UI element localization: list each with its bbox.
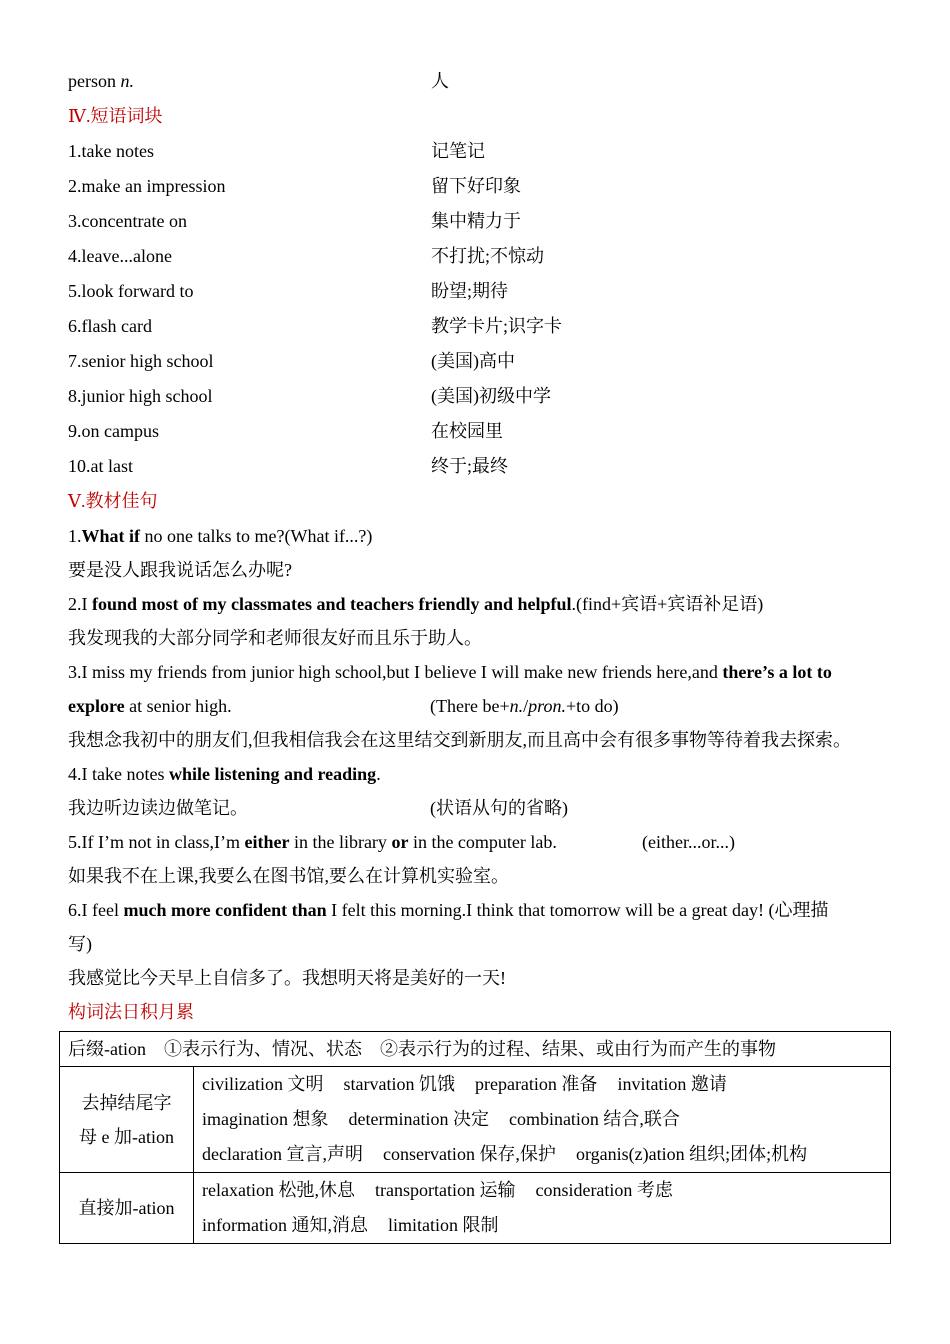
phrase-cn: 记笔记 [431, 141, 485, 161]
sentence-1: 1.What if no one talks to me?(What if...?) [68, 526, 373, 546]
phrase-row [68, 239, 898, 274]
phrase-row [68, 204, 898, 239]
word-entry: limitation 限制 [387, 1215, 499, 1235]
word-entry: combination 结合,联合 [508, 1109, 680, 1129]
word-line [202, 1137, 882, 1172]
sentence-4-note: (状语从句的省略) [430, 798, 568, 818]
sentence-6: 6.I feel much more confident than I felt this morning.I think that tomorrow will be a great day! (心理描 [68, 900, 829, 920]
phrase-en: 1.take notes [68, 141, 154, 161]
phrase-cn: 不打扰;不惊动 [431, 246, 545, 266]
phrase-cn: 集中精力于 [431, 211, 521, 231]
phrase-en: 3.concentrate on [68, 211, 187, 231]
phrase-row [68, 309, 898, 344]
phrase-en: 6.flash card [68, 316, 152, 336]
phrase-row [68, 344, 898, 379]
vocab-en: person n. [68, 71, 134, 91]
word-entry: preparation 准备 [474, 1074, 598, 1094]
phrase-cn: 在校园里 [431, 421, 503, 441]
word-entry: relaxation 松弛,休息 [202, 1180, 355, 1200]
ation-suffix-table [59, 1031, 891, 1244]
word-entry: transportation 运输 [374, 1180, 516, 1200]
table-header-row [60, 1032, 891, 1067]
category-cell: 去掉结尾字 母 e 加-ation [60, 1067, 194, 1173]
phrase-en: 7.senior high school [68, 351, 214, 371]
phrase-row [68, 134, 898, 169]
phrase-cn: 留下好印象 [431, 176, 521, 196]
sentence-6-translation: 我感觉比今天早上自信多了。我想明天将是美好的一天! [68, 968, 506, 988]
sentence-3-note: (There be+n./pron.+to do) [430, 696, 619, 716]
sentence-6-cont: 写) [68, 934, 92, 954]
word-entry: imagination 想象 [202, 1109, 329, 1129]
word-entry: starvation 饥饿 [343, 1074, 455, 1094]
sentence-4-translation: 我边听边读边做笔记。 (状语从句的省略) [68, 791, 898, 825]
word-entry: consideration 考虑 [535, 1180, 673, 1200]
word-entry: conservation 保存,保护 [382, 1144, 556, 1164]
phrase-en: 2.make an impression [68, 176, 226, 196]
word-entry: invitation 邀请 [617, 1074, 727, 1094]
words-cell [194, 1173, 891, 1244]
sentence-2: 2.I found most of my classmates and teachers friendly and helpful.(find+宾语+宾语补足语) [68, 594, 764, 614]
phrase-row [68, 379, 898, 414]
word-entry: determination 决定 [348, 1109, 489, 1129]
section-5-heading: Ⅴ.教材佳句 [68, 491, 158, 511]
word-line [202, 1102, 882, 1137]
table-row [60, 1067, 891, 1173]
word-formation-heading: 构词法日积月累 [68, 1002, 194, 1022]
phrase-row [68, 169, 898, 204]
word-entry: information 通知,消息 [202, 1215, 368, 1235]
sentence-5-note: (either...or...) [642, 832, 735, 852]
vocab-cn: 人 [431, 71, 449, 91]
word-line [202, 1208, 882, 1243]
sentence-1-translation: 要是没人跟我说话怎么办呢? [68, 560, 292, 580]
phrase-cn: 教学卡片;识字卡 [431, 316, 563, 336]
word-entry: organis(z)ation 组织;团体;机构 [575, 1144, 808, 1164]
word-line [202, 1173, 882, 1208]
phrase-cn: 终于;最终 [431, 456, 509, 476]
table-row [60, 1173, 891, 1244]
sentence-3-translation: 我想念我初中的朋友们,但我相信我会在这里结交到新朋友,而且高中会有很多事物等待着我去探索。 [68, 730, 851, 750]
section-4-heading: Ⅳ.短语词块 [68, 106, 163, 126]
phrase-cn: 盼望;期待 [431, 281, 509, 301]
document-page [68, 64, 898, 1030]
phrase-en: 8.junior high school [68, 386, 213, 406]
word-entry: declaration 宣言,声明 [202, 1144, 363, 1164]
sentence-3: 3.I miss my friends from junior high school,but I believe I will make new friends here,and there’s a lot to [68, 662, 832, 682]
phrase-row [68, 274, 898, 309]
table-header: 后缀-ation ①表示行为、情况、状态 ②表示行为的过程、结果、或由行为而产生的事物 [60, 1032, 891, 1067]
phrase-en: 4.leave...alone [68, 246, 172, 266]
phrase-row [68, 449, 898, 484]
sentence-5-translation: 如果我不在上课,我要么在图书馆,要么在计算机实验室。 [68, 866, 509, 886]
phrase-list [68, 134, 898, 484]
words-cell [194, 1067, 891, 1173]
phrase-en: 10.at last [68, 456, 133, 476]
sentence-2-translation: 我发现我的大部分同学和老师很友好而且乐于助人。 [68, 628, 482, 648]
phrase-en: 5.look forward to [68, 281, 194, 301]
vocab-row [68, 64, 898, 99]
word-entry: civilization 文明 [202, 1074, 324, 1094]
phrase-cn: (美国)初级中学 [431, 386, 551, 406]
phrase-row [68, 414, 898, 449]
phrase-cn: (美国)高中 [431, 351, 515, 371]
word-line [202, 1067, 882, 1102]
phrase-en: 9.on campus [68, 421, 159, 441]
sentence-4: 4.I take notes while listening and reading. [68, 764, 381, 784]
sentence-3-cont: explore at senior high. (There be+n./pron.+to do) [68, 689, 898, 723]
category-cell: 直接加-ation [60, 1173, 194, 1244]
sentence-5: 5.If I’m not in class,I’m either in the library or in the computer lab. (either...or...) [68, 825, 898, 859]
